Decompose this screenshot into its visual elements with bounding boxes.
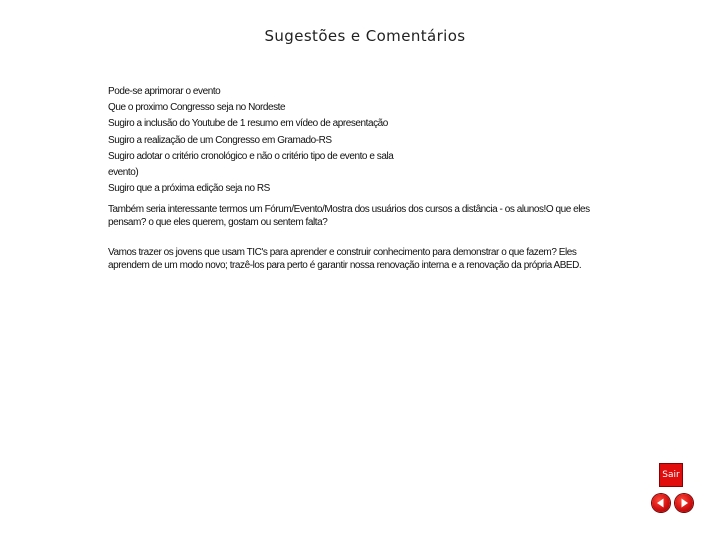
comment-line: Que o proximo Congresso seja no Nordeste xyxy=(108,102,286,114)
comment-line: Sugiro adotar o critério cronológico e não o critério tipo de evento e sala xyxy=(108,150,394,162)
comment-line: Sugiro que a próxima edição seja no RS xyxy=(108,183,270,195)
comment-paragraph: Também seria interessante termos um Fórum/Evento/Mostra dos usuários dos cursos a distância - os alunos!O que eles pensam? o que eles querem, gostam ou sentem falta? xyxy=(108,204,590,229)
comment-line: Sugiro a realização de um Congresso em Gramado-RS xyxy=(108,134,332,146)
comments-list xyxy=(108,84,598,272)
arrow-right-icon xyxy=(675,494,693,512)
next-slide-button[interactable] xyxy=(675,494,693,512)
arrow-left-icon xyxy=(652,494,670,512)
comment-line: Sugiro a inclusão do Youtube de 1 resumo em vídeo de apresentação xyxy=(108,118,388,130)
comment-line: Pode-se aprimorar o evento xyxy=(108,86,221,97)
spacer xyxy=(108,229,598,246)
exit-button[interactable] xyxy=(659,463,683,487)
comment-line: evento) xyxy=(108,167,139,179)
slide-title: Sugestões e Comentários xyxy=(264,27,466,45)
exit-button-label: Sair xyxy=(662,470,680,480)
comment-paragraph: Vamos trazer os jovens que usam TIC's para aprender e construir conhecimento para demonstrar o que fazem? Eles aprendem de um modo novo; trazê-los para perto é garantir nossa renovação interna e a renovação da própria ABED. xyxy=(108,247,582,272)
previous-slide-button[interactable] xyxy=(652,494,670,512)
